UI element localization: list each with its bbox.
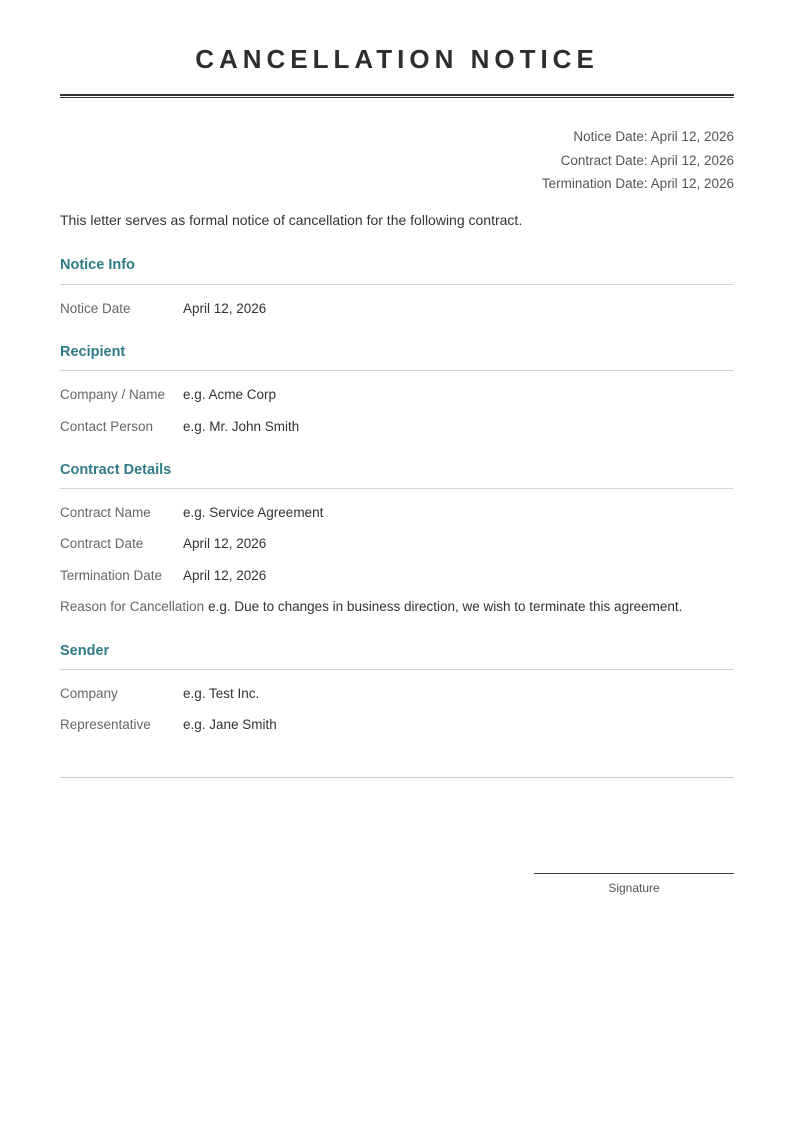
field-row-company-name: [60, 387, 734, 402]
field-value: e.g. Test Inc.: [183, 686, 260, 701]
field-value: April 12, 2026: [183, 568, 267, 583]
document-title: CANCELLATION NOTICE: [195, 44, 599, 74]
section-divider: [60, 669, 734, 670]
header-contract-date: Contract Date: April 12, 2026: [560, 152, 734, 168]
field-label: Company / Name: [60, 387, 166, 402]
header-dates: [542, 125, 734, 196]
section-divider: [60, 370, 734, 371]
field-row-reason: [60, 599, 734, 614]
section-heading-recipient: Recipient: [60, 344, 126, 360]
section-divider: [60, 284, 734, 285]
field-label: Company: [60, 686, 118, 701]
signature-label: Signature: [608, 881, 660, 895]
field-label: Contract Date: [60, 536, 144, 551]
field-label: Contact Person: [60, 419, 154, 434]
field-label: Reason for Cancellation: [60, 599, 205, 614]
section-heading-contract-details: Contract Details: [60, 462, 172, 478]
field-row-termination-date: [60, 568, 734, 583]
intro-paragraph: This letter serves as formal notice of cancellation for the following contract.: [60, 212, 523, 228]
field-value: e.g. Mr. John Smith: [183, 419, 300, 434]
title-double-rule: [60, 94, 734, 98]
field-row-representative: [60, 717, 734, 732]
section-heading-sender: Sender: [60, 643, 110, 659]
field-row-contact-person: [60, 419, 734, 434]
header-notice-date: Notice Date: April 12, 2026: [573, 129, 734, 144]
field-value: e.g. Service Agreement: [183, 505, 324, 520]
footer-divider: [60, 777, 734, 778]
signature-line: [534, 873, 734, 874]
header-termination-date: Termination Date: April 12, 2026: [541, 176, 734, 191]
field-value: e.g. Acme Corp: [183, 387, 277, 402]
section-heading-notice-info: Notice Info: [60, 257, 135, 273]
field-label: Contract Name: [60, 505, 151, 520]
field-value: April 12, 2026: [183, 301, 267, 316]
field-label: Termination Date: [60, 568, 163, 583]
field-value: e.g. Due to changes in business direction, we wish to terminate this agreement.: [208, 599, 683, 614]
field-value: April 12, 2026: [183, 536, 267, 551]
field-value: e.g. Jane Smith: [183, 717, 277, 732]
field-label: Representative: [60, 717, 151, 732]
field-row-notice-date: [60, 301, 734, 316]
section-divider: [60, 488, 734, 489]
field-row-contract-name: [60, 505, 734, 520]
field-row-sender-company: [60, 686, 734, 701]
field-label: Notice Date: [60, 301, 131, 316]
field-row-contract-date: [60, 536, 734, 551]
